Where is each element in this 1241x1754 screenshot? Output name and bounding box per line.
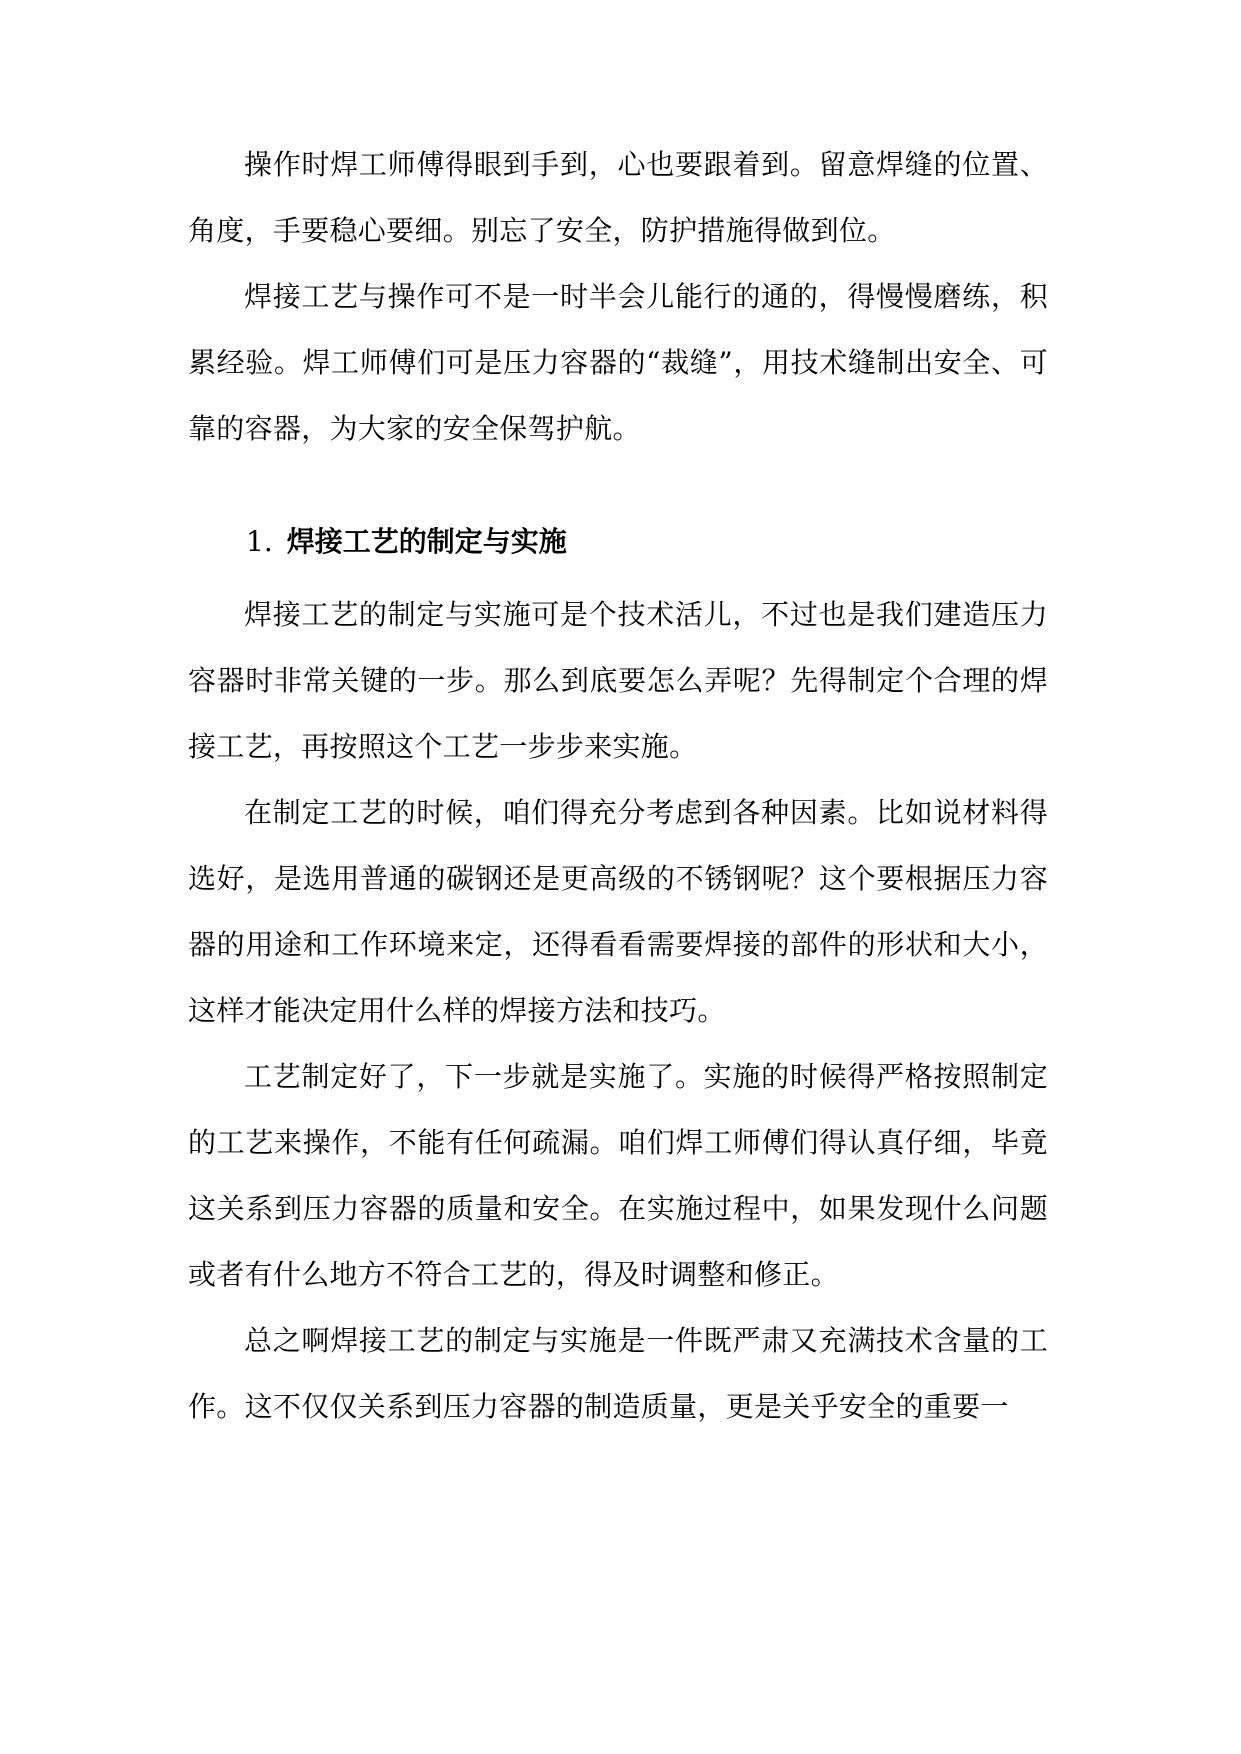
section-number: 1.: [246, 525, 273, 558]
paragraph: 焊接工艺与操作可不是一时半会儿能行的通的，得慢慢磨练，积累经验。焊工师傅们可是压力容器的“裁缝”，用技术缝制出安全、可靠的容器，为大家的安全保驾护航。: [188, 280, 1048, 445]
paragraph: 焊接工艺的制定与实施可是个技术活儿，不过也是我们建造压力容器时非常关键的一步。那么到底要怎么弄呢？先得制定个合理的焊接工艺，再按照这个工艺一步步来实施。: [188, 598, 1048, 763]
paragraph: 操作时焊工师傅得眼到手到，心也要跟着到。留意焊缝的位置、角度，手要稳心要细。别忘了安全，防护措施得做到位。: [188, 148, 1048, 247]
paragraph: 工艺制定好了，下一步就是实施了。实施的时候得严格按照制定的工艺来操作，不能有任何疏漏。咱们焊工师傅们得认真仔细，毕竟这关系到压力容器的质量和安全。在实施过程中，如果发现什么问题或者有什么地方不符合工艺的，得及时调整和修正。: [188, 1060, 1048, 1291]
section-title: 焊接工艺的制定与实施: [286, 525, 567, 558]
paragraph: 总之啊焊接工艺的制定与实施是一件既严肃又充满技术含量的工作。这不仅仅关系到压力容器的制造质量，更是关乎安全的重要一: [188, 1324, 1048, 1423]
document-body: [188, 132, 1048, 1440]
section-heading: [188, 502, 1048, 582]
paragraph: 在制定工艺的时候，咱们得充分考虑到各种因素。比如说材料得选好，是选用普通的碳钢还是更高级的不锈钢呢？这个要根据压力容器的用途和工作环境来定，还得看看需要焊接的部件的形状和大小，这样才能决定用什么样的焊接方法和技巧。: [188, 796, 1048, 1027]
